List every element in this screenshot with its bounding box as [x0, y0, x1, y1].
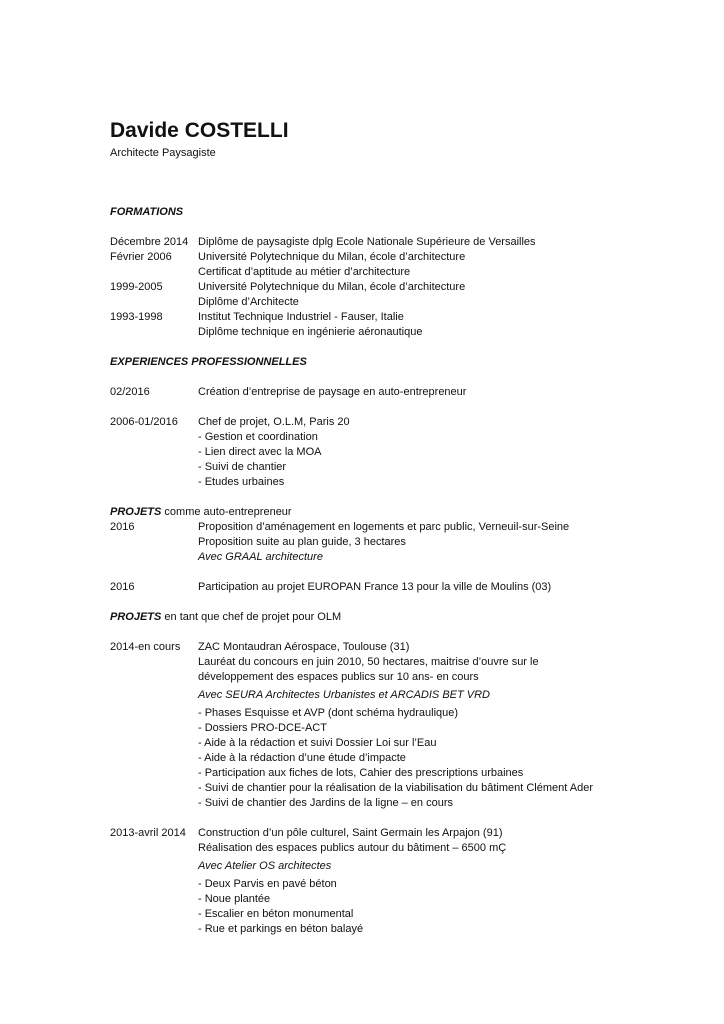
- task-item: - Rue et parkings en béton balayé: [198, 923, 364, 935]
- entry-partner: Avec SEURA Architectes Urbanistes et ARCADIS BET VRD: [198, 689, 490, 701]
- entry-date: 2016: [110, 581, 135, 593]
- person-name: Davide COSTELLI: [110, 119, 289, 142]
- section-experiences-heading: EXPERIENCES PROFESSIONNELLES: [110, 356, 307, 368]
- entry-date: 1999-2005: [110, 281, 163, 293]
- entry-line: Diplôme d’Architecte: [198, 296, 299, 308]
- task-item: - Deux Parvis en pavé béton: [198, 878, 337, 890]
- project-entry: [110, 520, 724, 565]
- project-entry: [110, 826, 724, 937]
- entry-line: Institut Technique Industriel - Fauser, Italie: [198, 311, 404, 323]
- entry-date: 2016: [110, 521, 135, 533]
- task-item: - Escalier en béton monumental: [198, 908, 354, 920]
- entry-line: - Suivi de chantier: [198, 461, 287, 473]
- entry-line: Construction d’un pôle culturel, Saint Germain les Arpajon (91): [198, 827, 503, 839]
- heading-rest: en tant que chef de projet pour OLM: [161, 611, 342, 623]
- entry-line: - Etudes urbaines: [198, 476, 285, 488]
- section-projets-auto-heading: [110, 505, 724, 520]
- entry-line: - Lien direct avec la MOA: [198, 446, 322, 458]
- entry-line: Proposition d’aménagement en logements et parc public, Verneuil-sur-Seine: [198, 521, 570, 533]
- entry-line: Réalisation des espaces publics autour du bâtiment – 6500 mÇ: [198, 842, 507, 854]
- task-item: - Noue plantée: [198, 893, 271, 905]
- task-item: - Suivi de chantier des Jardins de la ligne – en cours: [198, 797, 453, 809]
- entry-line: développement des espaces publics sur 10 ans- en cours: [198, 671, 479, 683]
- formation-entry: [110, 310, 724, 340]
- task-item: - Aide à la rédaction et suivi Dossier Loi sur l’Eau: [198, 737, 437, 749]
- entry-line: Diplôme de paysagiste dplg Ecole Nationale Supérieure de Versailles: [198, 236, 536, 248]
- entry-partner: Avec Atelier OS architectes: [198, 860, 332, 872]
- entry-line: Création d’entreprise de paysage en auto-entrepreneur: [198, 386, 467, 398]
- entry-date: Décembre 2014: [110, 236, 189, 248]
- entry-date: Février 2006: [110, 251, 172, 263]
- entry-date: 02/2016: [110, 386, 150, 398]
- entry-line: Université Polytechnique du Milan, école d’architecture: [198, 281, 466, 293]
- entry-date: 2014-en cours: [110, 641, 181, 653]
- task-item: - Participation aux fiches de lots, Cahier des prescriptions urbaines: [198, 767, 524, 779]
- experience-entry: [110, 385, 724, 400]
- entry-line: Chef de projet, O.L.M, Paris 20: [198, 416, 350, 428]
- entry-date: 2013-avril 2014: [110, 827, 186, 839]
- person-title: Architecte Paysagiste: [110, 147, 216, 159]
- heading-bold: PROJETS: [110, 611, 162, 623]
- formation-entry: [110, 250, 724, 280]
- entry-line: Lauréat du concours en juin 2010, 50 hectares, maitrise d’ouvre sur le: [198, 656, 539, 668]
- section-projets-olm-heading: [110, 610, 724, 625]
- entry-date: 2006-01/2016: [110, 416, 178, 428]
- task-item: - Aide à la rédaction d’une étude d’impacte: [198, 752, 406, 764]
- entry-partner: Avec GRAAL architecture: [198, 551, 323, 563]
- entry-line: - Gestion et coordination: [198, 431, 318, 443]
- formation-entry: [110, 235, 724, 250]
- formation-entry: [110, 280, 724, 310]
- entry-line: Diplôme technique en ingénierie aéronautique: [198, 326, 423, 338]
- heading-bold: PROJETS: [110, 506, 162, 518]
- project-entry: [110, 580, 724, 595]
- experience-entry: [110, 415, 724, 490]
- entry-line: ZAC Montaudran Aérospace, Toulouse (31): [198, 641, 410, 653]
- entry-line: Université Polytechnique du Milan, école d’architecture: [198, 251, 466, 263]
- project-entry: [110, 640, 724, 811]
- entry-line: Participation au projet EUROPAN France 13 pour la ville de Moulins (03): [198, 581, 552, 593]
- task-item: - Dossiers PRO-DCE-ACT: [198, 722, 327, 734]
- task-item: - Phases Esquisse et AVP (dont schéma hydraulique): [198, 707, 459, 719]
- entry-line: Certificat d’aptitude au métier d’architecture: [198, 266, 411, 278]
- entry-date: 1993-1998: [110, 311, 163, 323]
- task-item: - Suivi de chantier pour la réalisation de la viabilisation du bâtiment Clément Ader: [198, 782, 593, 794]
- heading-rest: comme auto-entrepreneur: [161, 506, 292, 518]
- section-formations-heading: FORMATIONS: [110, 206, 184, 218]
- entry-line: Proposition suite au plan guide, 3 hectares: [198, 536, 406, 548]
